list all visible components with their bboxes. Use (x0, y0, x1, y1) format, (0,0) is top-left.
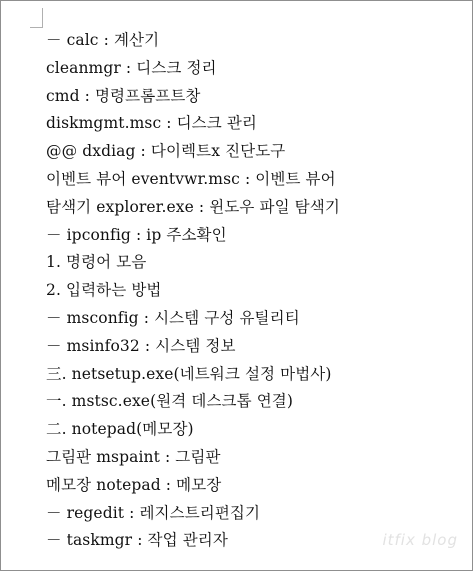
text-line: 一. mstsc.exe(원격 데스크톱 연결) (46, 392, 294, 411)
text-line: － calc : 계산기 (46, 31, 160, 49)
text-line: － msinfo32 : 시스템 정보 (46, 336, 236, 355)
page-corner-mark (30, 8, 43, 28)
text-line: 2. 입력하는 방법 (46, 281, 162, 300)
text-line: 三. netsetup.exe(네트워크 설정 마법사) (46, 364, 332, 383)
text-line: 그림판 mspaint : 그림판 (46, 447, 221, 466)
text-line: 메모장 notepad : 메모장 (46, 475, 222, 494)
text-line: － taskmgr : 작업 관리자 (46, 531, 228, 550)
text-line: － msconfig : 시스템 구성 유틸리티 (46, 308, 300, 327)
text-line: － ipconfig : ip 주소확인 (46, 225, 227, 244)
text-line: － regedit : 레지스트리편집기 (46, 503, 261, 522)
blog-watermark: itfix blog (382, 531, 458, 549)
text-line: 탐색기 explorer.exe : 윈도우 파일 탐색기 (46, 197, 340, 216)
text-line: diskmgmt.msc : 디스크 관리 (46, 114, 258, 133)
text-line: cmd : 명령프롬프트창 (46, 86, 201, 105)
text-line: 1. 명령어 모음 (46, 253, 147, 272)
text-line: 이벤트 뷰어 eventvwr.msc : 이벤트 뷰어 (46, 169, 336, 188)
text-line: cleanmgr : 디스크 정리 (46, 58, 217, 77)
text-line: @@ dxdiag : 다이렉트x 진단도구 (46, 142, 286, 161)
text-line: 二. notepad(메모장) (46, 420, 194, 439)
text-body (46, 28, 462, 556)
